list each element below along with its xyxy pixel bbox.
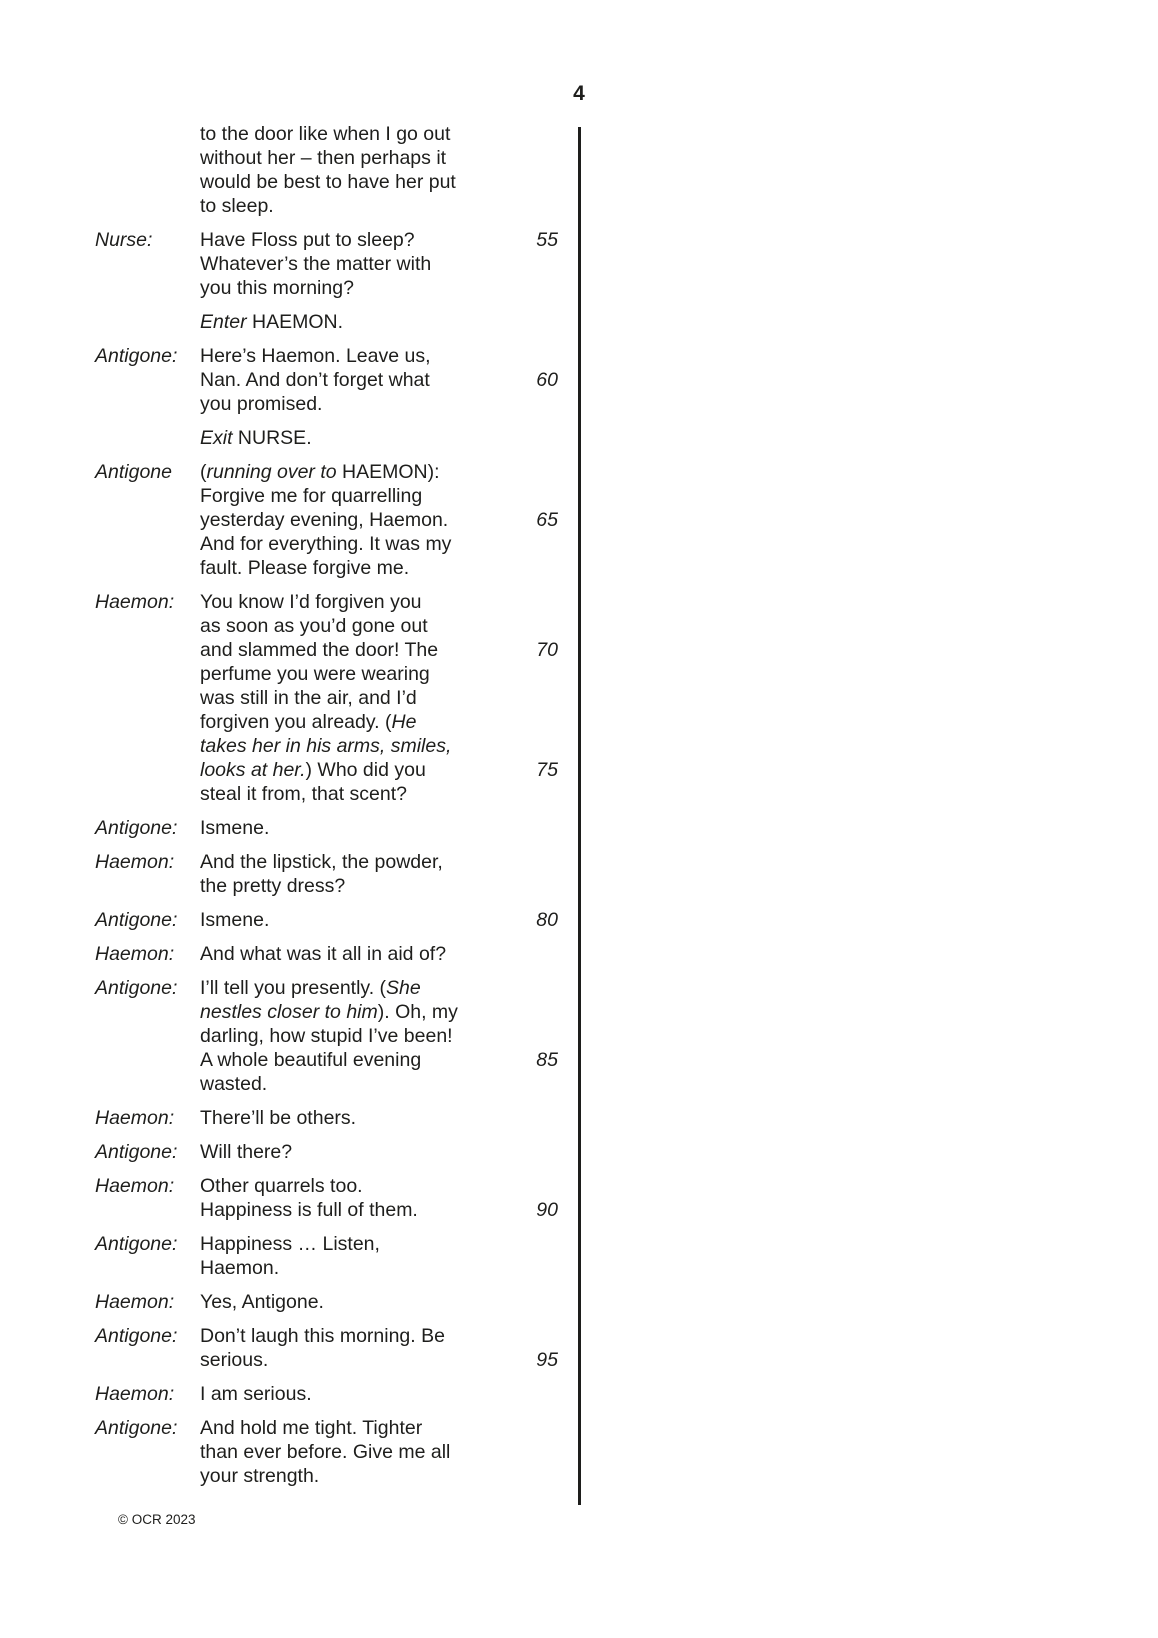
speaker-label: Antigone: [95, 977, 178, 999]
dialogue-line [200, 1000, 558, 1024]
dialogue-text: you promised. [200, 393, 323, 415]
speech-block [95, 590, 558, 806]
dialogue-line [200, 484, 558, 508]
speech-block [95, 310, 558, 334]
dialogue-line [200, 426, 558, 450]
script-content [95, 122, 558, 1498]
dialogue-line [200, 908, 558, 932]
dialogue-text: yesterday evening, Haemon. [200, 509, 449, 531]
dialogue-line [200, 1464, 558, 1488]
speech-lines [200, 1324, 558, 1372]
dialogue-line [200, 1232, 558, 1256]
speech-lines [200, 1290, 558, 1314]
dialogue-text: fault. Please forgive me. [200, 557, 410, 579]
dialogue-text: Nan. And don’t forget what [200, 369, 430, 391]
speaker-label: Haemon: [95, 591, 175, 613]
dialogue-text: as soon as you’d gone out [200, 615, 428, 637]
dialogue-text: Happiness … Listen, [200, 1233, 380, 1255]
dialogue-text: ( [200, 461, 207, 483]
line-number: 80 [536, 909, 558, 931]
line-number: 55 [536, 229, 558, 251]
dialogue-line [200, 460, 558, 484]
dialogue-line [200, 1416, 558, 1440]
dialogue-line [200, 1256, 558, 1280]
speech-block [95, 460, 558, 580]
stage-direction-text: Enter [200, 311, 247, 333]
dialogue-line [200, 532, 558, 556]
speech-block [95, 942, 558, 966]
speech-lines [200, 1106, 558, 1130]
speaker-label: Antigone: [95, 1233, 178, 1255]
speaker-label: Antigone: [95, 1325, 178, 1347]
speech-block [95, 1416, 558, 1488]
dialogue-line [200, 816, 558, 840]
dialogue-line [200, 146, 558, 170]
speaker-label: Antigone: [95, 909, 178, 931]
dialogue-line [200, 638, 558, 662]
dialogue-line [200, 392, 558, 416]
speech-lines [200, 1232, 558, 1280]
dialogue-line [200, 1382, 558, 1406]
dialogue-text: Will there? [200, 1141, 293, 1163]
dialogue-line [200, 782, 558, 806]
speaker-label: Antigone: [95, 345, 178, 367]
speech-lines [200, 908, 558, 932]
speech-lines [200, 460, 558, 580]
line-number: 75 [536, 759, 558, 781]
dialogue-line [200, 344, 558, 368]
speech-lines [200, 976, 558, 1096]
dialogue-line [200, 758, 558, 782]
dialogue-text: Other quarrels too. [200, 1175, 363, 1197]
dialogue-text: And the lipstick, the powder, [200, 851, 443, 873]
speaker-label: Antigone [95, 461, 172, 483]
speaker-label: Antigone: [95, 1417, 178, 1439]
speech-block [95, 1140, 558, 1164]
dialogue-text: And for everything. It was my [200, 533, 452, 555]
dialogue-text: without her – then perhaps it [200, 147, 447, 169]
dialogue-text: And what was it all in aid of? [200, 943, 447, 965]
speech-block [95, 1290, 558, 1314]
dialogue-text: perfume you were wearing [200, 663, 430, 685]
dialogue-text: and slammed the door! The [200, 639, 439, 661]
dialogue-text: to the door like when I go out [200, 123, 451, 145]
dialogue-line [200, 310, 558, 334]
dialogue-text: NURSE. [232, 427, 312, 449]
speaker-label: Haemon: [95, 1383, 175, 1405]
dialogue-text: steal it from, that scent? [200, 783, 408, 805]
speaker-label [95, 122, 200, 218]
dialogue-line [200, 1024, 558, 1048]
dialogue-text: ). Oh, my [377, 1001, 458, 1023]
dialogue-text: Happiness is full of them. [200, 1199, 418, 1221]
dialogue-line [200, 368, 558, 392]
dialogue-line [200, 976, 558, 1000]
speech-block [95, 816, 558, 840]
speech-lines [200, 1416, 558, 1488]
column-rule [578, 127, 581, 1505]
dialogue-text: You know I’d forgiven you [200, 591, 422, 613]
dialogue-text: Have Floss put to sleep? [200, 229, 415, 251]
speech-lines [200, 1140, 558, 1164]
speech-block [95, 1174, 558, 1222]
speech-lines [200, 942, 558, 966]
dialogue-text: Forgive me for quarrelling [200, 485, 423, 507]
dialogue-text: HAEMON): [336, 461, 440, 483]
speech-block [95, 976, 558, 1096]
speech-lines [200, 1382, 558, 1406]
line-number: 90 [536, 1199, 558, 1221]
speaker-label: Haemon: [95, 1107, 175, 1129]
speaker-label: Antigone: [95, 1141, 178, 1163]
speech-lines [200, 344, 558, 416]
dialogue-line [200, 1290, 558, 1314]
dialogue-text: your strength. [200, 1465, 320, 1487]
page-number: 4 [573, 82, 585, 105]
dialogue-line [200, 1140, 558, 1164]
speaker-label: Antigone: [95, 817, 178, 839]
dialogue-line [200, 556, 558, 580]
dialogue-line [200, 228, 558, 252]
speech-lines [200, 816, 558, 840]
speaker-label [95, 426, 200, 450]
dialogue-text: Yes, Antigone. [200, 1291, 324, 1313]
dialogue-line [200, 170, 558, 194]
speech-block [95, 1382, 558, 1406]
dialogue-line [200, 590, 558, 614]
dialogue-text: wasted. [200, 1073, 268, 1095]
dialogue-text: HAEMON. [246, 311, 344, 333]
stage-direction-text: She [386, 977, 421, 999]
dialogue-text: you this morning? [200, 277, 354, 299]
dialogue-line [200, 1106, 558, 1130]
line-number: 95 [536, 1349, 558, 1371]
stage-direction-text: Exit [200, 427, 233, 449]
line-number: 60 [536, 369, 558, 391]
speaker-label: Haemon: [95, 851, 175, 873]
speech-block [95, 426, 558, 450]
stage-direction-text: looks at her. [200, 759, 306, 781]
dialogue-text: ) Who did you [305, 759, 426, 781]
speaker-label [95, 310, 200, 334]
dialogue-text: A whole beautiful evening [200, 1049, 422, 1071]
dialogue-text: forgiven you already. ( [200, 711, 392, 733]
dialogue-line [200, 614, 558, 638]
speech-block [95, 228, 558, 300]
dialogue-line [200, 1198, 558, 1222]
dialogue-text: the pretty dress? [200, 875, 346, 897]
dialogue-line [200, 508, 558, 532]
speaker-label: Haemon: [95, 1175, 175, 1197]
dialogue-text: Haemon. [200, 1257, 280, 1279]
dialogue-line [200, 874, 558, 898]
dialogue-line [200, 252, 558, 276]
dialogue-line [200, 1348, 558, 1372]
dialogue-line [200, 122, 558, 146]
speech-lines [200, 122, 558, 218]
dialogue-line [200, 662, 558, 686]
speech-block [95, 908, 558, 932]
dialogue-line [200, 1048, 558, 1072]
line-number: 70 [536, 639, 558, 661]
dialogue-line [200, 1174, 558, 1198]
dialogue-text: There’ll be others. [200, 1107, 357, 1129]
stage-direction-text: He [391, 711, 417, 733]
dialogue-line [200, 942, 558, 966]
speech-block [95, 344, 558, 416]
dialogue-text: I am serious. [200, 1383, 312, 1405]
stage-direction-text: takes her in his arms, smiles, [200, 735, 452, 757]
speech-lines [200, 310, 558, 334]
dialogue-text: would be best to have her put [200, 171, 456, 193]
dialogue-text: serious. [200, 1349, 269, 1371]
dialogue-line [200, 276, 558, 300]
dialogue-line [200, 194, 558, 218]
dialogue-line [200, 1440, 558, 1464]
dialogue-text: than ever before. Give me all [200, 1441, 451, 1463]
stage-direction-text: nestles closer to him [200, 1001, 378, 1023]
dialogue-text: Whatever’s the matter with [200, 253, 432, 275]
speech-block [95, 122, 558, 218]
speech-lines [200, 426, 558, 450]
dialogue-line [200, 686, 558, 710]
speech-block [95, 1324, 558, 1372]
dialogue-text: I’ll tell you presently. ( [200, 977, 387, 999]
speech-lines [200, 590, 558, 806]
dialogue-text: And hold me tight. Tighter [200, 1417, 423, 1439]
speech-lines [200, 228, 558, 300]
copyright-footer: © OCR 2023 [118, 1512, 196, 1527]
speech-block [95, 1232, 558, 1280]
speech-block [95, 1106, 558, 1130]
line-number: 65 [536, 509, 558, 531]
dialogue-text: was still in the air, and I’d [200, 687, 417, 709]
speaker-label: Haemon: [95, 943, 175, 965]
dialogue-line [200, 1072, 558, 1096]
dialogue-text: Here’s Haemon. Leave us, [200, 345, 431, 367]
dialogue-line [200, 1324, 558, 1348]
dialogue-line [200, 734, 558, 758]
speaker-label: Haemon: [95, 1291, 175, 1313]
stage-direction-text: running over to [206, 461, 337, 483]
line-number: 85 [536, 1049, 558, 1071]
dialogue-text: Ismene. [200, 817, 270, 839]
speech-lines [200, 850, 558, 898]
dialogue-text: Don’t laugh this morning. Be [200, 1325, 445, 1347]
dialogue-line [200, 710, 558, 734]
speech-lines [200, 1174, 558, 1222]
dialogue-line [200, 850, 558, 874]
dialogue-text: Ismene. [200, 909, 270, 931]
speech-block [95, 850, 558, 898]
dialogue-text: to sleep. [200, 195, 274, 217]
dialogue-text: darling, how stupid I’ve been! [200, 1025, 453, 1047]
speaker-label: Nurse: [95, 229, 153, 251]
